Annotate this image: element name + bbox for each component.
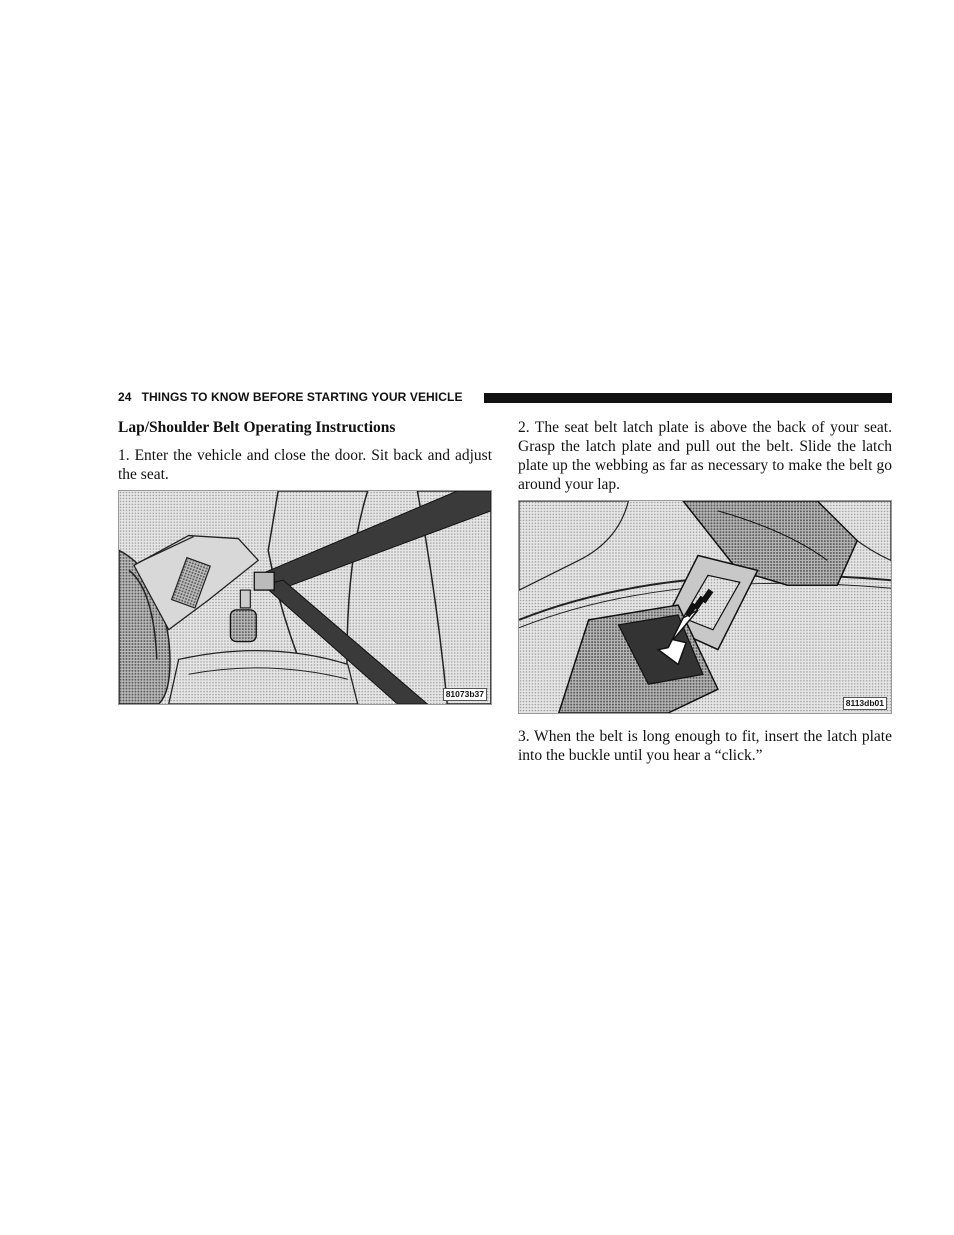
left-column — [118, 418, 492, 705]
step-3-text: 3. When the belt is long enough to fit, insert the latch plate into the buckle until you hear a “click.” — [518, 728, 892, 764]
figure-2-code: 8113db01 — [843, 697, 887, 710]
page-number: 24 — [118, 390, 132, 404]
header-text — [118, 390, 463, 404]
figure-1-code: 81073b37 — [443, 688, 487, 701]
page-header — [118, 388, 892, 408]
step-1-text: 1. Enter the vehicle and close the door. Sit back and adjust the seat. — [118, 447, 492, 483]
figure-latch-insert — [518, 500, 892, 714]
seat-belt-illustration — [119, 491, 491, 704]
figure-seat-belt-overview — [118, 490, 492, 705]
right-column — [518, 418, 892, 765]
step-2-text: 2. The seat belt latch plate is above the back of your seat. Grasp the latch plate and pull out the belt. Slide the latch plate up the webbing as far as necessary to make the belt go around your lap. — [518, 419, 892, 493]
latch-buckle-illustration — [519, 501, 891, 713]
section-heading: Lap/Shoulder Belt Operating Instructions — [118, 419, 396, 436]
section-title: THINGS TO KNOW BEFORE STARTING YOUR VEHICLE — [141, 390, 463, 404]
header-rule — [484, 393, 892, 403]
